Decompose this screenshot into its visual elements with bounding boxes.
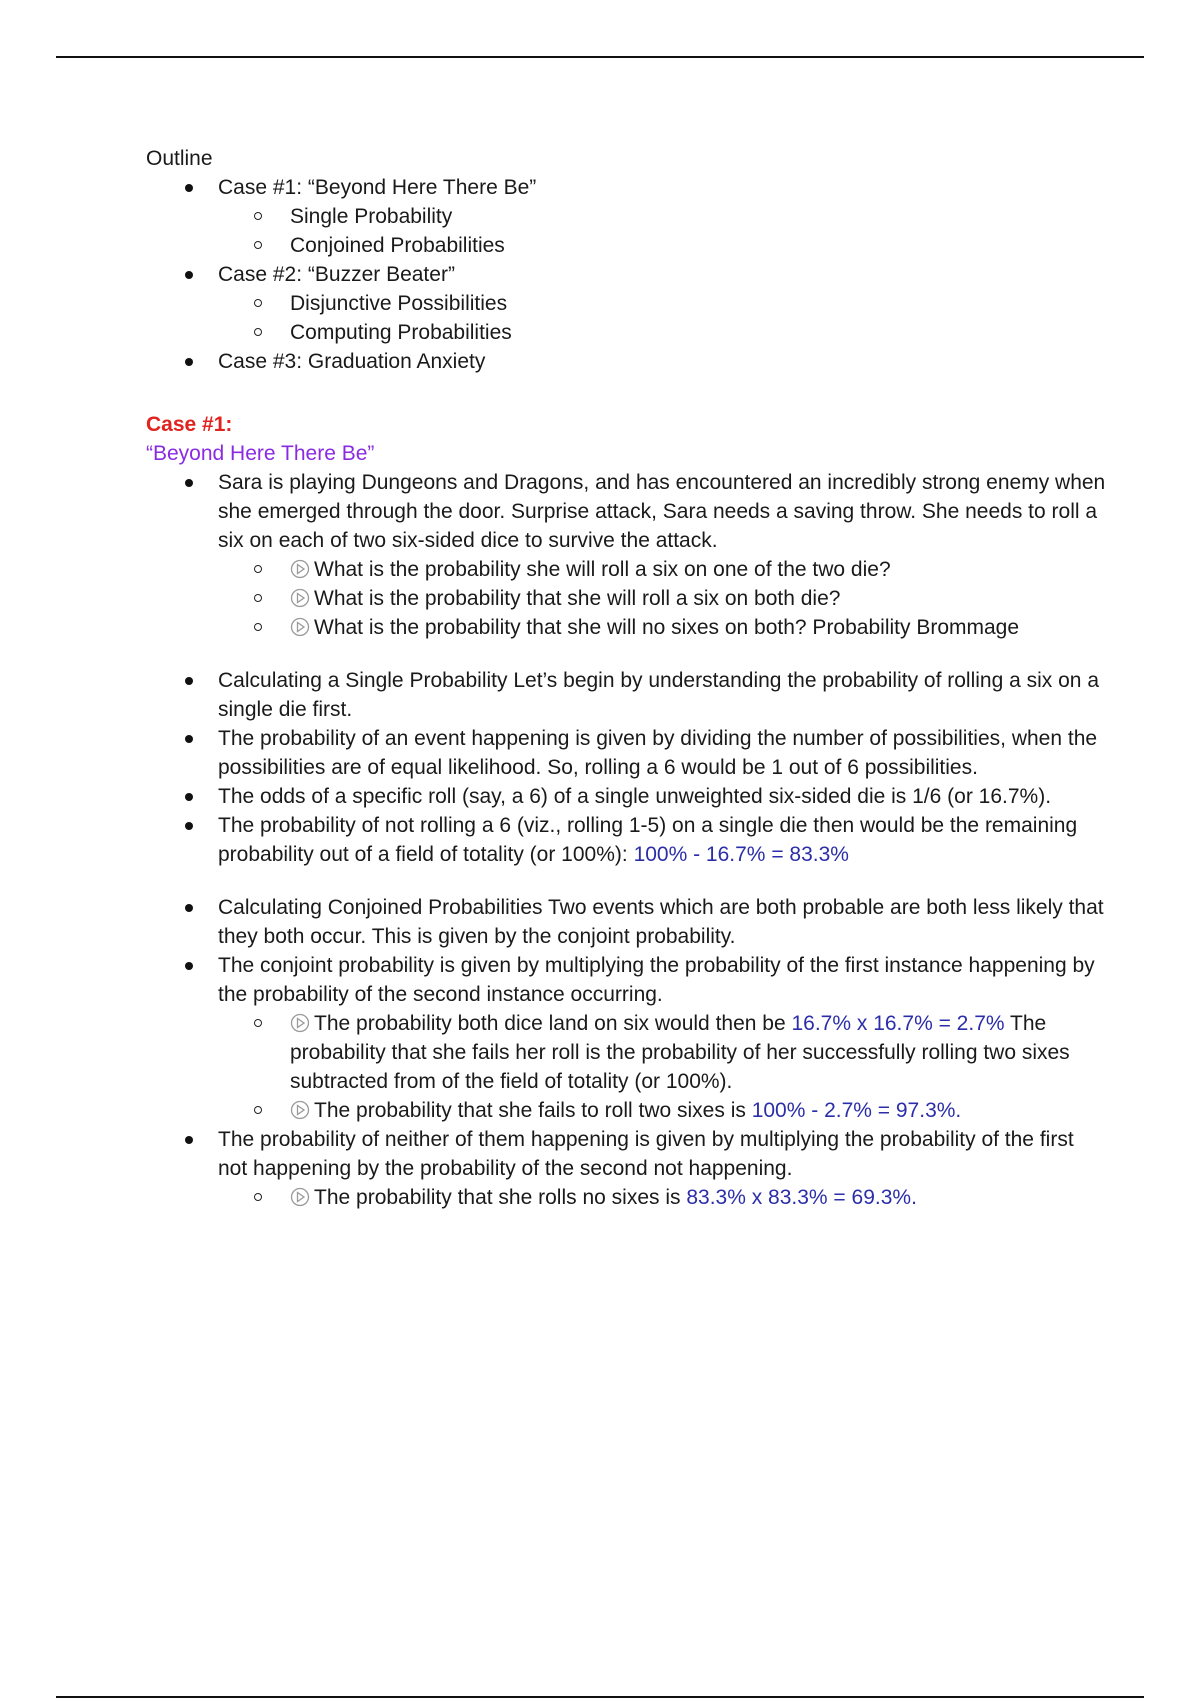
play-circle-icon (290, 1013, 310, 1033)
outline-item-case3 (146, 347, 1106, 376)
outline-sublist (218, 202, 1106, 260)
conjoined-sublist (218, 1009, 1106, 1125)
outline-item-label: Case #3: Graduation Anxiety (218, 350, 486, 373)
outline-item-case1 (146, 173, 1106, 260)
outline-item-label: Case #2: “Buzzer Beater” (218, 263, 455, 286)
outline-item-case2 (146, 260, 1106, 347)
single-odds: The odds of a specific roll (say, a 6) of a single unweighted six-sided die is 1/6 (or 16.7%). (146, 782, 1106, 811)
both-six-text: The probability both dice land on six would then be (314, 1012, 792, 1035)
not-rolling-text: The probability of not rolling a 6 (viz., rolling 1-5) on a single die then would be the remaining probability out of a field of totality (or 100%): (218, 814, 1078, 866)
top-rule (56, 56, 1144, 58)
fail-text: The probability that she fails to roll two sixes is (314, 1099, 752, 1122)
fail-item (218, 1096, 1106, 1125)
play-circle-icon (290, 559, 310, 579)
no-sixes-item (218, 1183, 1106, 1212)
outline-sublist (218, 289, 1106, 347)
question-text: What is the probability that she will roll a six on both die? (314, 587, 841, 610)
single-not-rolling (146, 811, 1106, 869)
question-item (218, 555, 1106, 584)
case1-heading: Case #1: (146, 413, 233, 436)
conjoined-probability-list (146, 893, 1106, 1212)
fail-calc: 100% - 2.7% = 97.3%. (751, 1099, 962, 1122)
no-sixes-text: The probability that she rolls no sixes is (314, 1186, 687, 1209)
document-body (146, 144, 1106, 1212)
not-rolling-calc: 100% - 16.7% = 83.3% (633, 843, 849, 866)
spacer (146, 869, 1106, 893)
question-item (218, 584, 1106, 613)
case1-scenario (146, 468, 1106, 642)
play-circle-icon (290, 1187, 310, 1207)
neither-sublist (218, 1183, 1106, 1212)
question-item (218, 613, 1106, 642)
outline-subitem: Conjoined Probabilities (218, 231, 1106, 260)
single-probability-list (146, 666, 1106, 869)
both-six-followup: The probability that she fails her roll is the probability of her successfully rolling two sixes subtracted from of the field of totality (or 100%). (290, 1012, 1070, 1093)
single-definition: The probability of an event happening is given by dividing the number of possibilities, when the possibilities are of equal likelihood. So, rolling a 6 would be 1 out of 6 possibilities. (146, 724, 1106, 782)
neither-text: The probability of neither of them happening is given by multiplying the probability of the first not happening by the probability of the second not happening. (218, 1128, 1074, 1180)
question-list (218, 555, 1106, 642)
outline-title: Outline (146, 147, 213, 170)
outline-item-label: Case #1: “Beyond Here There Be” (218, 176, 537, 199)
play-circle-icon (290, 617, 310, 637)
neither-item (146, 1125, 1106, 1212)
outline-list (146, 173, 1106, 376)
outline-subitem: Single Probability (218, 202, 1106, 231)
spacer (146, 376, 1106, 400)
question-text: What is the probability that she will no sixes on both? Probability Brommage (314, 616, 1020, 639)
outline-subitem: Disjunctive Possibilities (218, 289, 1106, 318)
no-sixes-calc: 83.3% x 83.3% = 69.3%. (686, 1186, 917, 1209)
spacer (146, 642, 1106, 666)
bottom-rule (56, 1696, 1144, 1698)
both-six-calc: 16.7% x 16.7% = 2.7% (791, 1012, 1005, 1035)
both-six-item (218, 1009, 1106, 1096)
play-circle-icon (290, 1100, 310, 1120)
conjoined-intro: Calculating Conjoined Probabilities Two events which are both probable are both less likely that they both occur. This is given by the conjoint probability. (146, 893, 1106, 951)
case1-scenario-list (146, 468, 1106, 642)
conjoined-definition-text: The conjoint probability is given by multiplying the probability of the first instance happening by the probability of the second instance occurring. (218, 954, 1095, 1006)
scenario-text: Sara is playing Dungeons and Dragons, and has encountered an incredibly strong enemy when she emerged through the door. Surprise attack, Sara needs a saving throw. She needs to roll a six on each of two six-sided dice to survive the attack. (218, 471, 1106, 552)
play-circle-icon (290, 588, 310, 608)
case1-subtitle: “Beyond Here There Be” (146, 442, 375, 465)
question-text: What is the probability she will roll a six on one of the two die? (314, 558, 891, 581)
conjoined-definition (146, 951, 1106, 1125)
outline-subitem: Computing Probabilities (218, 318, 1106, 347)
single-intro: Calculating a Single Probability Let’s begin by understanding the probability of rolling a six on a single die first. (146, 666, 1106, 724)
